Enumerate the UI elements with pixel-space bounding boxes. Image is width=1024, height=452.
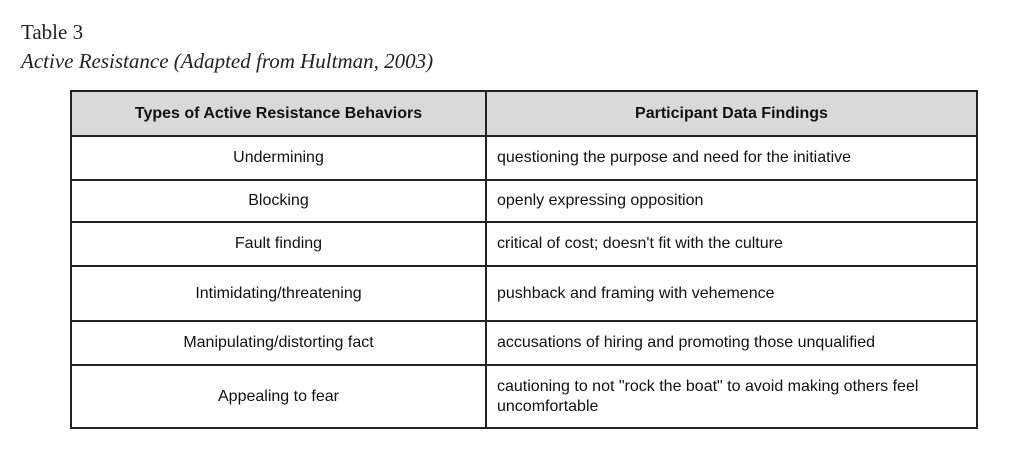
table-row	[71, 136, 977, 180]
behavior-type: Fault finding	[71, 222, 486, 266]
table-header-row	[71, 91, 977, 136]
behavior-type: Undermining	[71, 136, 486, 180]
header-types: Types of Active Resistance Behaviors	[71, 91, 486, 136]
table-row	[71, 266, 977, 321]
behavior-type: Intimidating/threatening	[71, 266, 486, 321]
behavior-type: Appealing to fear	[71, 365, 486, 428]
behavior-type: Manipulating/distorting fact	[71, 321, 486, 365]
finding: cautioning to not "rock the boat" to avoid making others feel uncomfortable	[486, 365, 977, 428]
table-row	[71, 180, 977, 222]
table-row	[71, 321, 977, 365]
table-title: Active Resistance (Adapted from Hultman, 2003)	[21, 49, 434, 73]
finding: accusations of hiring and promoting those unqualified	[486, 321, 977, 365]
finding: pushback and framing with vehemence	[486, 266, 977, 321]
active-resistance-table	[70, 90, 978, 429]
table-row	[71, 365, 977, 428]
header-findings: Participant Data Findings	[486, 91, 977, 136]
table-row	[71, 222, 977, 266]
finding: questioning the purpose and need for the initiative	[486, 136, 977, 180]
behavior-type: Blocking	[71, 180, 486, 222]
table-label: Table 3	[21, 20, 84, 44]
finding: critical of cost; doesn't fit with the culture	[486, 222, 977, 266]
finding: openly expressing opposition	[486, 180, 977, 222]
